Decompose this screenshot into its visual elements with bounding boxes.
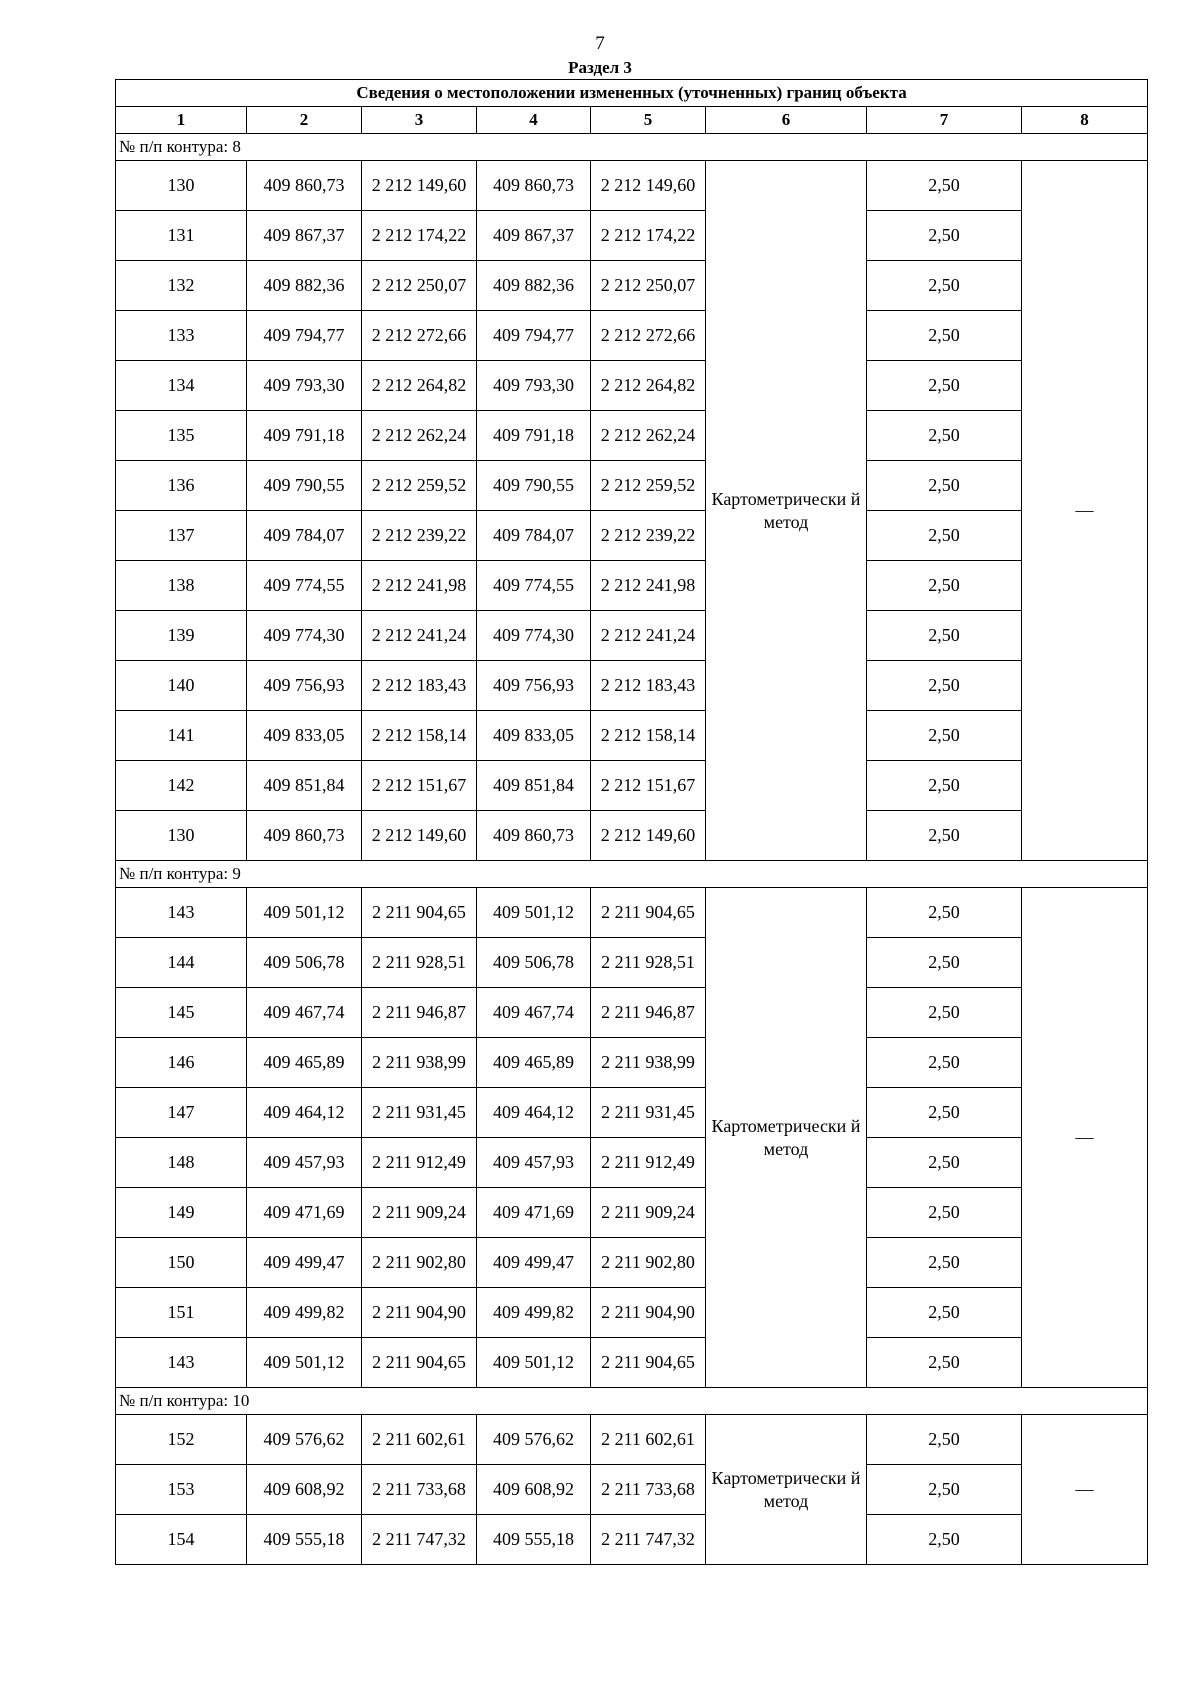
point-number-cell: 138 <box>116 561 247 611</box>
coordinate-y-cell: 2 211 747,32 <box>362 1515 477 1565</box>
table-row <box>116 888 1148 938</box>
point-number-cell: 131 <box>116 211 247 261</box>
coordinate-y-cell: 2 211 904,65 <box>591 888 706 938</box>
coordinate-x-cell: 409 464,12 <box>247 1088 362 1138</box>
table-row <box>116 761 1148 811</box>
coordinate-x-cell: 409 867,37 <box>247 211 362 261</box>
column-number: 2 <box>247 107 362 134</box>
point-number-cell: 147 <box>116 1088 247 1138</box>
precision-cell: 2,50 <box>867 1038 1022 1088</box>
method-cell: Картометрически й метод <box>706 161 867 861</box>
coordinate-x-cell: 409 576,62 <box>247 1415 362 1465</box>
column-number: 4 <box>477 107 591 134</box>
coordinate-y-cell: 2 212 264,82 <box>591 361 706 411</box>
coordinate-y-cell: 2 212 158,14 <box>591 711 706 761</box>
precision-cell: 2,50 <box>867 661 1022 711</box>
precision-cell: 2,50 <box>867 1415 1022 1465</box>
coordinate-y-cell: 2 212 183,43 <box>591 661 706 711</box>
table-row <box>116 511 1148 561</box>
point-number-cell: 144 <box>116 938 247 988</box>
coordinate-y-cell: 2 211 602,61 <box>591 1415 706 1465</box>
coordinate-y-cell: 2 211 912,49 <box>362 1138 477 1188</box>
table-row <box>116 1188 1148 1238</box>
table-row <box>116 261 1148 311</box>
point-number-cell: 152 <box>116 1415 247 1465</box>
coordinate-x-cell: 409 499,47 <box>247 1238 362 1288</box>
coordinate-x-cell: 409 860,73 <box>477 161 591 211</box>
coordinate-y-cell: 2 212 174,22 <box>591 211 706 261</box>
point-number-cell: 149 <box>116 1188 247 1238</box>
column-8-cell: — <box>1022 1415 1148 1565</box>
precision-cell: 2,50 <box>867 161 1022 211</box>
coordinate-x-cell: 409 774,55 <box>247 561 362 611</box>
page-number: 7 <box>595 33 605 54</box>
table-row <box>116 611 1148 661</box>
coordinate-x-cell: 409 555,18 <box>477 1515 591 1565</box>
coordinate-x-cell: 409 791,18 <box>477 411 591 461</box>
coordinate-x-cell: 409 793,30 <box>477 361 591 411</box>
column-number: 5 <box>591 107 706 134</box>
coordinate-y-cell: 2 211 946,87 <box>362 988 477 1038</box>
coordinate-x-cell: 409 576,62 <box>477 1415 591 1465</box>
coordinate-x-cell: 409 464,12 <box>477 1088 591 1138</box>
column-8-cell: — <box>1022 161 1148 861</box>
coordinate-y-cell: 2 212 183,43 <box>362 661 477 711</box>
method-cell: Картометрически й метод <box>706 1415 867 1565</box>
table-caption: Сведения о местоположении измененных (уточненных) границ объекта <box>116 80 1148 107</box>
coordinate-y-cell: 2 212 262,24 <box>591 411 706 461</box>
point-number-cell: 137 <box>116 511 247 561</box>
point-number-cell: 135 <box>116 411 247 461</box>
contour-header-row <box>116 861 1148 888</box>
point-number-cell: 143 <box>116 1338 247 1388</box>
coordinate-y-cell: 2 211 733,68 <box>362 1465 477 1515</box>
precision-cell: 2,50 <box>867 311 1022 361</box>
coordinate-x-cell: 409 860,73 <box>247 811 362 861</box>
precision-cell: 2,50 <box>867 1238 1022 1288</box>
coordinate-x-cell: 409 851,84 <box>477 761 591 811</box>
column-number: 1 <box>116 107 247 134</box>
precision-cell: 2,50 <box>867 761 1022 811</box>
coordinate-x-cell: 409 501,12 <box>477 888 591 938</box>
column-number: 3 <box>362 107 477 134</box>
coordinate-x-cell: 409 499,47 <box>477 1238 591 1288</box>
coordinate-y-cell: 2 211 902,80 <box>362 1238 477 1288</box>
column-number: 6 <box>706 107 867 134</box>
precision-cell: 2,50 <box>867 938 1022 988</box>
coordinate-x-cell: 409 471,69 <box>247 1188 362 1238</box>
point-number-cell: 148 <box>116 1138 247 1188</box>
point-number-cell: 140 <box>116 661 247 711</box>
table-row <box>116 1288 1148 1338</box>
coordinate-y-cell: 2 212 239,22 <box>362 511 477 561</box>
coordinate-y-cell: 2 212 259,52 <box>362 461 477 511</box>
contour-label: № п/п контура: 8 <box>116 134 1148 161</box>
coordinate-y-cell: 2 212 149,60 <box>591 811 706 861</box>
coordinate-x-cell: 409 833,05 <box>477 711 591 761</box>
table-row <box>116 361 1148 411</box>
coordinate-y-cell: 2 211 928,51 <box>591 938 706 988</box>
point-number-cell: 142 <box>116 761 247 811</box>
table-row <box>116 411 1148 461</box>
precision-cell: 2,50 <box>867 411 1022 461</box>
precision-cell: 2,50 <box>867 461 1022 511</box>
section-title: Раздел 3 <box>568 58 632 77</box>
table-row <box>116 1338 1148 1388</box>
coordinate-y-cell: 2 212 241,24 <box>591 611 706 661</box>
column-8-cell: — <box>1022 888 1148 1388</box>
coordinate-y-cell: 2 212 272,66 <box>591 311 706 361</box>
contour-label: № п/п контура: 9 <box>116 861 1148 888</box>
point-number-cell: 154 <box>116 1515 247 1565</box>
coordinate-x-cell: 409 608,92 <box>247 1465 362 1515</box>
coordinate-x-cell: 409 774,30 <box>477 611 591 661</box>
table-row <box>116 461 1148 511</box>
coordinate-x-cell: 409 499,82 <box>477 1288 591 1338</box>
coordinate-x-cell: 409 501,12 <box>477 1338 591 1388</box>
coordinate-y-cell: 2 212 151,67 <box>591 761 706 811</box>
coordinate-y-cell: 2 211 904,90 <box>591 1288 706 1338</box>
coordinate-x-cell: 409 501,12 <box>247 888 362 938</box>
coordinate-x-cell: 409 790,55 <box>247 461 362 511</box>
point-number-cell: 141 <box>116 711 247 761</box>
coordinate-y-cell: 2 211 747,32 <box>591 1515 706 1565</box>
coordinate-y-cell: 2 211 938,99 <box>362 1038 477 1088</box>
coordinate-y-cell: 2 212 250,07 <box>362 261 477 311</box>
contour-header-row <box>116 134 1148 161</box>
point-number-cell: 130 <box>116 811 247 861</box>
coordinate-x-cell: 409 756,93 <box>247 661 362 711</box>
coordinate-x-cell: 409 608,92 <box>477 1465 591 1515</box>
precision-cell: 2,50 <box>867 1188 1022 1238</box>
point-number-cell: 146 <box>116 1038 247 1088</box>
coordinate-x-cell: 409 794,77 <box>247 311 362 361</box>
coordinate-y-cell: 2 212 149,60 <box>591 161 706 211</box>
table-row <box>116 1515 1148 1565</box>
coordinate-x-cell: 409 465,89 <box>247 1038 362 1088</box>
table-row <box>116 661 1148 711</box>
point-number-cell: 153 <box>116 1465 247 1515</box>
precision-cell: 2,50 <box>867 711 1022 761</box>
coordinate-x-cell: 409 499,82 <box>247 1288 362 1338</box>
coordinate-x-cell: 409 457,93 <box>477 1138 591 1188</box>
coordinate-y-cell: 2 212 262,24 <box>362 411 477 461</box>
method-cell: Картометрически й метод <box>706 888 867 1388</box>
coordinate-y-cell: 2 211 946,87 <box>591 988 706 1038</box>
coordinate-y-cell: 2 211 904,65 <box>591 1338 706 1388</box>
table-row <box>116 811 1148 861</box>
coordinate-y-cell: 2 211 931,45 <box>591 1088 706 1138</box>
coordinate-y-cell: 2 212 149,60 <box>362 811 477 861</box>
coordinate-y-cell: 2 212 264,82 <box>362 361 477 411</box>
point-number-cell: 145 <box>116 988 247 1038</box>
precision-cell: 2,50 <box>867 611 1022 661</box>
point-number-cell: 133 <box>116 311 247 361</box>
coordinate-x-cell: 409 833,05 <box>247 711 362 761</box>
coordinate-x-cell: 409 867,37 <box>477 211 591 261</box>
coordinate-x-cell: 409 860,73 <box>247 161 362 211</box>
contour-label: № п/п контура: 10 <box>116 1388 1148 1415</box>
coordinate-x-cell: 409 555,18 <box>247 1515 362 1565</box>
coordinate-x-cell: 409 794,77 <box>477 311 591 361</box>
point-number-cell: 143 <box>116 888 247 938</box>
coordinate-x-cell: 409 882,36 <box>477 261 591 311</box>
table-row <box>116 1238 1148 1288</box>
table-row <box>116 988 1148 1038</box>
coordinate-y-cell: 2 211 733,68 <box>591 1465 706 1515</box>
table-row <box>116 561 1148 611</box>
coordinate-x-cell: 409 467,74 <box>247 988 362 1038</box>
point-number-cell: 139 <box>116 611 247 661</box>
coordinate-y-cell: 2 211 902,80 <box>591 1238 706 1288</box>
point-number-cell: 130 <box>116 161 247 211</box>
coordinate-y-cell: 2 212 241,98 <box>591 561 706 611</box>
coordinate-y-cell: 2 211 602,61 <box>362 1415 477 1465</box>
coordinate-x-cell: 409 784,07 <box>477 511 591 561</box>
coordinate-y-cell: 2 212 250,07 <box>591 261 706 311</box>
boundary-table <box>115 79 1148 1565</box>
coordinate-x-cell: 409 457,93 <box>247 1138 362 1188</box>
table-body <box>116 80 1148 1565</box>
column-number: 7 <box>867 107 1022 134</box>
coordinate-x-cell: 409 784,07 <box>247 511 362 561</box>
precision-cell: 2,50 <box>867 888 1022 938</box>
precision-cell: 2,50 <box>867 1088 1022 1138</box>
precision-cell: 2,50 <box>867 811 1022 861</box>
contour-header-row <box>116 1388 1148 1415</box>
coordinate-x-cell: 409 774,55 <box>477 561 591 611</box>
coordinate-x-cell: 409 501,12 <box>247 1338 362 1388</box>
coordinate-x-cell: 409 506,78 <box>477 938 591 988</box>
coordinate-y-cell: 2 211 912,49 <box>591 1138 706 1188</box>
precision-cell: 2,50 <box>867 261 1022 311</box>
precision-cell: 2,50 <box>867 561 1022 611</box>
coordinate-x-cell: 409 465,89 <box>477 1038 591 1088</box>
coordinate-y-cell: 2 212 174,22 <box>362 211 477 261</box>
coordinate-x-cell: 409 774,30 <box>247 611 362 661</box>
coordinate-x-cell: 409 790,55 <box>477 461 591 511</box>
table-row <box>116 1088 1148 1138</box>
table-row <box>116 211 1148 261</box>
coordinate-y-cell: 2 211 904,65 <box>362 1338 477 1388</box>
precision-cell: 2,50 <box>867 988 1022 1038</box>
table-row <box>116 938 1148 988</box>
precision-cell: 2,50 <box>867 361 1022 411</box>
coordinate-x-cell: 409 793,30 <box>247 361 362 411</box>
point-number-cell: 150 <box>116 1238 247 1288</box>
point-number-cell: 136 <box>116 461 247 511</box>
precision-cell: 2,50 <box>867 1338 1022 1388</box>
coordinate-x-cell: 409 467,74 <box>477 988 591 1038</box>
coordinate-x-cell: 409 506,78 <box>247 938 362 988</box>
coordinate-x-cell: 409 756,93 <box>477 661 591 711</box>
coordinate-y-cell: 2 211 938,99 <box>591 1038 706 1088</box>
coordinate-y-cell: 2 211 931,45 <box>362 1088 477 1138</box>
coordinate-y-cell: 2 211 904,65 <box>362 888 477 938</box>
table-row <box>116 311 1148 361</box>
point-number-cell: 134 <box>116 361 247 411</box>
coordinate-y-cell: 2 212 241,24 <box>362 611 477 661</box>
coordinate-y-cell: 2 212 149,60 <box>362 161 477 211</box>
point-number-cell: 151 <box>116 1288 247 1338</box>
precision-cell: 2,50 <box>867 1515 1022 1565</box>
coordinate-x-cell: 409 860,73 <box>477 811 591 861</box>
table-row <box>116 1138 1148 1188</box>
coordinate-y-cell: 2 211 928,51 <box>362 938 477 988</box>
column-numbers-row <box>116 107 1148 134</box>
precision-cell: 2,50 <box>867 1465 1022 1515</box>
coordinate-x-cell: 409 851,84 <box>247 761 362 811</box>
point-number-cell: 132 <box>116 261 247 311</box>
table-row <box>116 1415 1148 1465</box>
coordinate-x-cell: 409 471,69 <box>477 1188 591 1238</box>
table-row <box>116 1465 1148 1515</box>
coordinate-y-cell: 2 211 909,24 <box>591 1188 706 1238</box>
column-number: 8 <box>1022 107 1148 134</box>
precision-cell: 2,50 <box>867 511 1022 561</box>
precision-cell: 2,50 <box>867 1138 1022 1188</box>
coordinate-y-cell: 2 212 151,67 <box>362 761 477 811</box>
coordinate-x-cell: 409 791,18 <box>247 411 362 461</box>
coordinate-y-cell: 2 211 904,90 <box>362 1288 477 1338</box>
coordinate-y-cell: 2 211 909,24 <box>362 1188 477 1238</box>
coordinate-x-cell: 409 882,36 <box>247 261 362 311</box>
coordinate-y-cell: 2 212 259,52 <box>591 461 706 511</box>
coordinate-y-cell: 2 212 158,14 <box>362 711 477 761</box>
precision-cell: 2,50 <box>867 211 1022 261</box>
table-row <box>116 161 1148 211</box>
coordinate-y-cell: 2 212 239,22 <box>591 511 706 561</box>
precision-cell: 2,50 <box>867 1288 1022 1338</box>
table-row <box>116 711 1148 761</box>
table-row <box>116 1038 1148 1088</box>
coordinate-y-cell: 2 212 272,66 <box>362 311 477 361</box>
coordinate-y-cell: 2 212 241,98 <box>362 561 477 611</box>
table-caption-row <box>116 80 1148 107</box>
